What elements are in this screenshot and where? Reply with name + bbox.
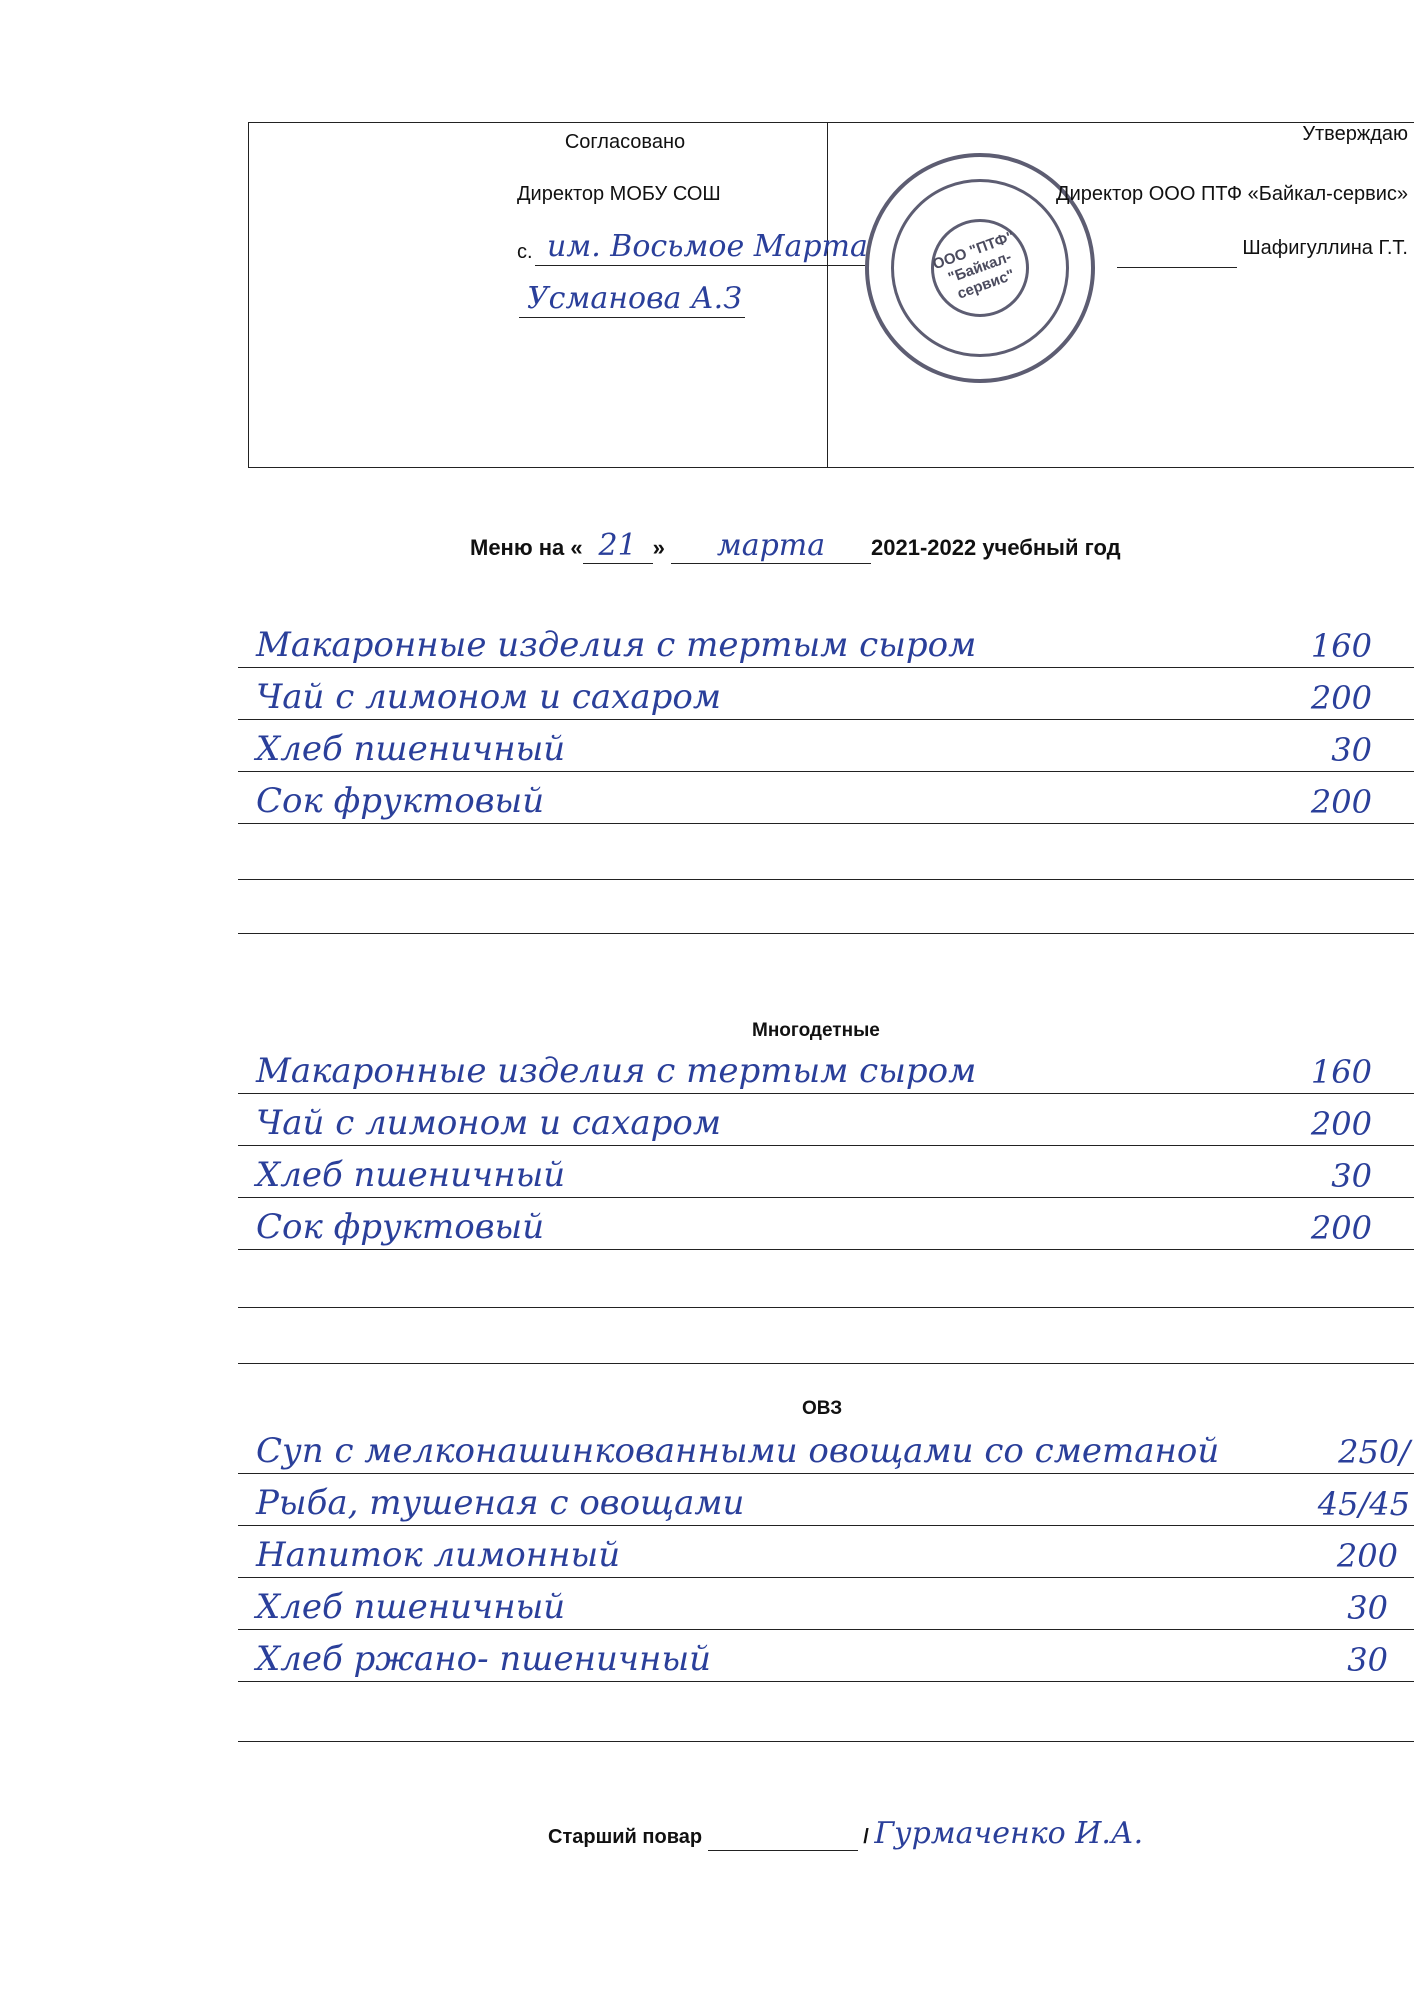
dish-name: Рыба, тушеная с овощами: [256, 1483, 745, 1523]
dish-qty: 250/: [1338, 1433, 1410, 1471]
senior-cook-signature-line: [708, 1850, 858, 1851]
menu-row: [238, 1094, 1414, 1146]
title-suffix: 2021-2022 учебный год: [871, 535, 1121, 560]
company-director-position: Директор ООО ПТФ «Байкал-сервис»: [1056, 183, 1408, 205]
empty-row: [238, 1256, 1414, 1308]
approve-heading: Утверждаю: [1302, 123, 1408, 145]
senior-cook-label: Старший повар: [548, 1826, 703, 1848]
menu-row: [238, 772, 1414, 824]
dish-name: Суп с мелконашинкованными овощами со сметаной: [256, 1431, 1220, 1471]
menu-row: [238, 1578, 1414, 1630]
dish-name: Макаронные изделия с тертым сыром: [256, 625, 977, 665]
dish-name: Сок фруктовый: [256, 1207, 545, 1247]
senior-cook-name: Гурмаченко И.А.: [874, 1816, 1144, 1851]
title-month: марта: [671, 528, 871, 564]
menu-row: [238, 668, 1414, 720]
approval-divider: [827, 123, 828, 467]
menu-row: [238, 1526, 1414, 1578]
dish-qty: 200: [1336, 1537, 1398, 1575]
dish-qty: 160: [1310, 1053, 1372, 1091]
approved-heading: Согласовано: [564, 131, 686, 153]
dish-qty: 30: [1331, 1157, 1372, 1195]
dish-qty: 45/45: [1317, 1485, 1410, 1523]
dish-name: Хлеб пшеничный: [256, 1587, 566, 1627]
stamp-text: ООО "ПТФ" "Байкал-сервис": [930, 227, 1017, 303]
dish-qty: 200: [1310, 679, 1372, 717]
dish-qty: 30: [1347, 1641, 1388, 1679]
dish-qty: 200: [1310, 1209, 1372, 1247]
dish-qty: 160: [1310, 627, 1372, 665]
menu-row: [238, 1474, 1414, 1526]
dish-name: Чай с лимоном и сахаром: [256, 677, 722, 717]
dish-name: Хлеб пшеничный: [256, 729, 566, 769]
dish-name: Макаронные изделия с тертым сыром: [256, 1051, 977, 1091]
section-title-ovz: ОВЗ: [802, 1398, 843, 1419]
title-mid: »: [652, 535, 665, 560]
dish-qty: 30: [1331, 731, 1372, 769]
senior-cook-signature: [548, 1816, 1143, 1851]
company-director-name: Шафигуллина Г.Т.: [1242, 237, 1408, 259]
school-director-name: Усманова А.З: [527, 281, 742, 316]
title-day: 21: [583, 528, 653, 564]
menu-row: [238, 1198, 1414, 1250]
signature-separator: /: [863, 1826, 869, 1848]
empty-row: [238, 828, 1414, 880]
dish-qty: 200: [1310, 1105, 1372, 1143]
empty-row: [238, 882, 1414, 934]
approval-block: [248, 122, 1414, 468]
school-director-position: Директор МОБУ СОШ: [517, 183, 721, 205]
dish-name: Чай с лимоном и сахаром: [256, 1103, 722, 1143]
empty-row: [238, 1690, 1414, 1742]
dish-name: Сок фруктовый: [256, 781, 545, 821]
dish-name: Хлеб ржано- пшеничный: [256, 1639, 712, 1679]
empty-row: [238, 1312, 1414, 1364]
menu-row: [238, 1042, 1414, 1094]
menu-row: [238, 720, 1414, 772]
dish-qty: 30: [1347, 1589, 1388, 1627]
village-handwritten: им. Восьмое Марта: [547, 229, 868, 264]
dish-name: Хлеб пшеничный: [256, 1155, 566, 1195]
menu-row: [238, 616, 1414, 668]
menu-row: [238, 1422, 1414, 1474]
menu-title: [470, 528, 1121, 564]
village-prefix: с.: [517, 241, 533, 263]
menu-row: [238, 1146, 1414, 1198]
menu-row: [238, 1630, 1414, 1682]
dish-qty: 200: [1310, 783, 1372, 821]
company-director-signature-line: [1117, 257, 1237, 268]
section-title-large-families: Многодетные: [752, 1020, 880, 1041]
title-prefix: Меню на «: [470, 535, 583, 560]
dish-name: Напиток лимонный: [256, 1535, 621, 1575]
